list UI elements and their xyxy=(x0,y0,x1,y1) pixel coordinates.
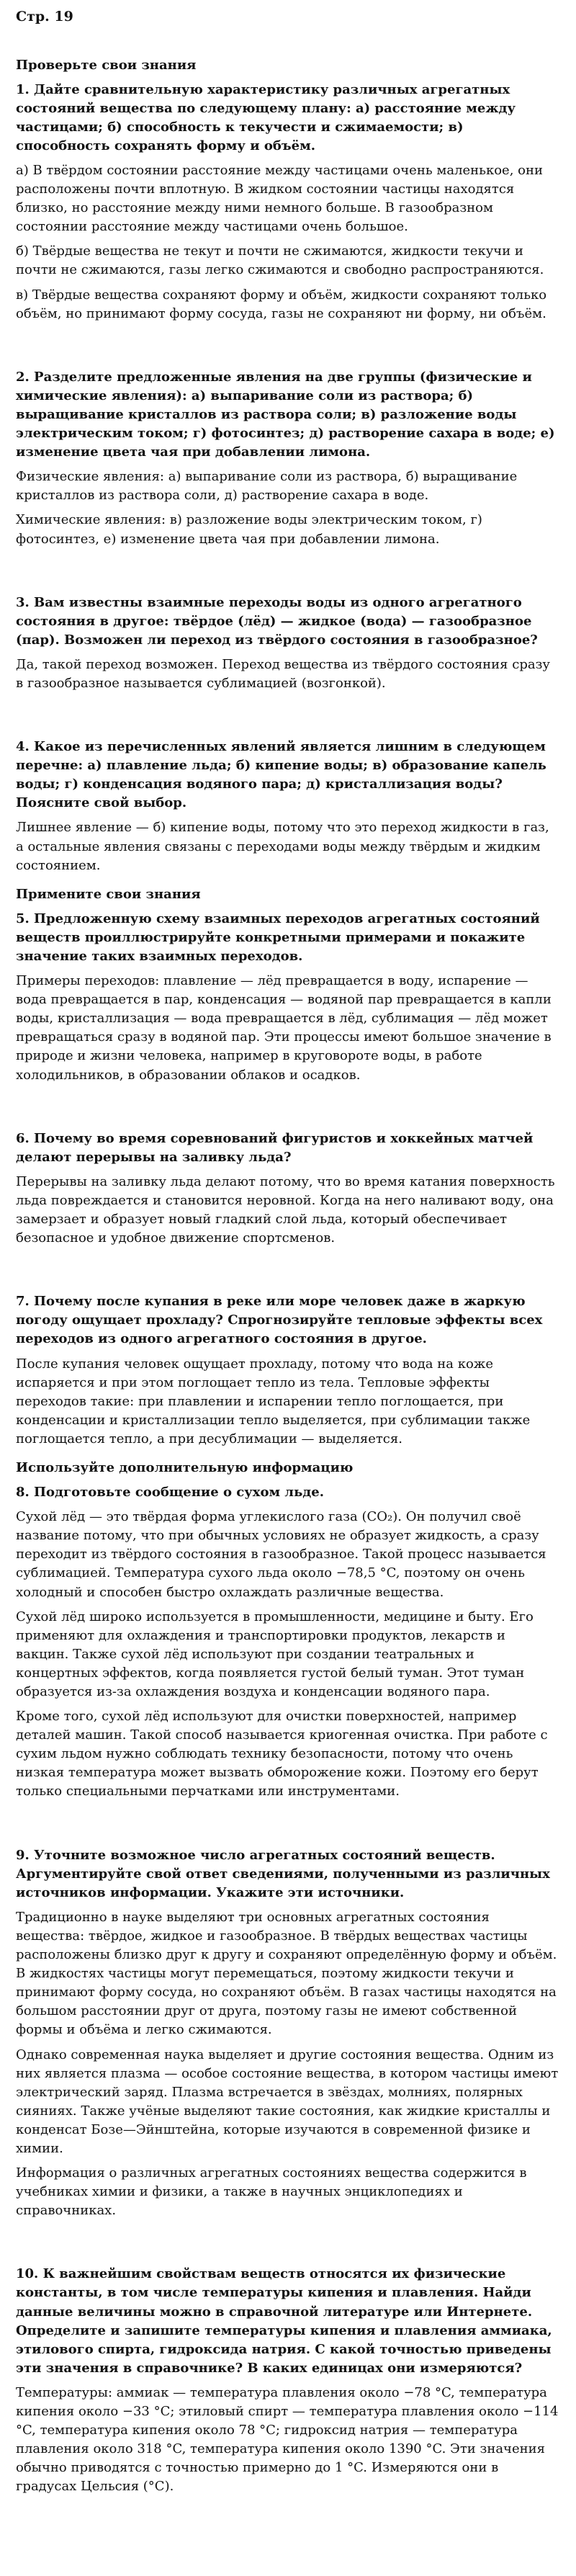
answer-paragraph: После купания человек ощущает прохладу, потому что вода на коже испаряется и при этом поглощает тепло из тела. Тепловые эффекты переходов такие: при плавлении и испарении тепло поглощается, при конденсации и кристаллизации тепло выделяется, при сублимации также поглощается тепло, а при десублимации — выделяется. xyxy=(16,1356,531,1446)
question-block-6 xyxy=(16,1130,560,1248)
answer-paragraph: Физические явления: а) выпаривание соли из раствора, б) выращивание кристаллов из раствора соли, д) растворение сахара в воде. xyxy=(16,469,518,504)
question-text: 2. Разделите предложенные явления на две группы (физические и химические явления): а) выпаривание соли из раствора; б) выращивание кристаллов из раствора соли; в) разложение воды электрическим током; г) фотосинтез; д) растворение сахара в воде; е) изменение цвета чая при добавлении лимона. xyxy=(16,369,555,460)
section-check-knowledge xyxy=(16,56,560,875)
question-block-7 xyxy=(16,1292,560,1449)
answer-paragraph: Однако современная наука выделяет и другие состояния вещества. Одним из них является плазма — особое состояние вещества, в котором частицы имеют электрический заряд. Плазма встречается в звёздах, молниях, полярных сияниях. Также учёные выделяют такие состояния, как жидкие кристаллы и конденсат Бозе—Эйнштейна, которые изучаются в современной физике и химии. xyxy=(16,2047,559,2156)
question-text: 1. Дайте сравнительную характеристику различных агрегатных состояний вещества по следующему плану: а) расстояние между частицами; б) способность к текучести и сжимаемости; в) способность сохранять форму и объём. xyxy=(16,81,516,153)
answer-paragraph: Химические явления: в) разложение воды электрическим током, г) фотосинтез, е) изменение цвета чая при добавлении лимона. xyxy=(16,512,482,547)
answer-paragraph: Традиционно в науке выделяют три основных агрегатных состояния вещества: твёрдое, жидкое и газообразное. В твёрдых веществах частицы расположены близко друг к другу и сохраняют определённую форму и объём. В жидкостях частицы могут перемещаться, поэтому жидкости текучи и принимают форму сосуда, но сохраняют объём. В газах частицы находятся на большом расстоянии друг от друга, поэтому газы не имеют собственной формы и объёма и легко сжимаются. xyxy=(16,1909,557,2038)
answer-paragraph: а) В твёрдом состоянии расстояние между частицами очень маленькое, они расположены почти вплотную. В жидком состоянии частицы находятся близко, но расстояние между ними немного больше. В газообразном состоянии расстояние между частицами очень большое. xyxy=(16,163,543,235)
question-block-5 xyxy=(16,910,560,1085)
section-title: Проверьте свои знания xyxy=(16,57,197,73)
question-text: 3. Вам известны взаимные переходы воды из одного агрегатного состояния в другое: твёрдое (лёд) — жидкое (вода) — газообразное (пар). Возможен ли переход из твёрдого состояния в газообразное? xyxy=(16,594,538,648)
answer-paragraph: Примеры переходов: плавление — лёд превращается в воду, испарение — вода превращается в пар, конденсация — водяной пар превращается в капли воды, кристаллизация — вода превращается в лёд, сублимация — лёд может превращаться сразу в водяной пар. Эти процессы имеют большое значение в природе и жизни человека, например в круговороте воды, в работе холодильников, в образовании облаков и осадков. xyxy=(16,973,552,1083)
question-block-2 xyxy=(16,368,560,549)
answer-paragraph: Температуры: аммиак — температура плавления около −78 °C, температура кипения около −33 °C; этиловый спирт — температура плавления около −114 °C, температура кипения около 78 °C; гидроксид натрия — температура плавления около 318 °C, температура кипения около 1390 °C. Эти значения обычно приводятся с точностью примерно до 1 °C. Измеряются они в градусах Цельсия (°C). xyxy=(16,2384,559,2495)
question-text: 8. Подготовьте сообщение о сухом льде. xyxy=(16,1485,325,1501)
answer-paragraph: Перерывы на заливку льда делают потому, что во время катания поверхность льда повреждается и становится неровной. Когда на него наливают воду, она замерзает и образует новый гладкий слой льда, который обеспечивает безопасное и удобное движение спортсменов. xyxy=(16,1173,555,1246)
question-text: 10. К важнейшим свойствам веществ относятся их физические константы, в том числе температуры кипения и плавления. Найди данные величины можно в справочной литературе или Интернете. Определите и запишите температуры кипения и плавления аммиака, этилового спирта, гидроксида натрия. С какой точностью приведены эти значения в справочнике? В каких единицах они измеряются? xyxy=(16,2266,552,2376)
question-text: 5. Предложенную схему взаимных переходов агрегатных состояний веществ проиллюстрируйте конкретными примерами и покажите значение таких взаимных переходов. xyxy=(16,911,540,965)
page-label: Стр. 19 xyxy=(16,9,73,24)
answer-paragraph: в) Твёрдые вещества сохраняют форму и объём, жидкости сохраняют только объём, но принимают форму сосуда, газы не сохраняют ни форму, ни объём. xyxy=(16,287,547,321)
question-text: 6. Почему во время соревнований фигуристов и хоккейных матчей делают перерывы на заливку льда? xyxy=(16,1130,534,1165)
question-text: 9. Уточните возможное число агрегатных состояний веществ. Аргументируйте свой ответ сведениями, полученными из различных источников информации. Укажите эти источники. xyxy=(16,1847,550,1900)
section-additional-info xyxy=(16,1459,560,2497)
answer-paragraph: Сухой лёд — это твёрдая форма углекислого газа (CO₂). Он получил своё название потому, что при обычных условиях не образует жидкость, а сразу переходит из твёрдого состояния в газообразное. Такой процесс называется сублимацией. Температура сухого льда около −78,5 °C, поэтому он очень холодный и способен быстро охлаждать различные вещества. xyxy=(16,1509,546,1600)
question-block-3 xyxy=(16,594,560,693)
question-block-9 xyxy=(16,1846,560,2221)
answer-paragraph: Кроме того, сухой лёд используют для очистки поверхностей, например деталей машин. Такой способ называется криогенная очистка. При работе с сухим льдом нужно соблюдать технику безопасности, потому что очень низкая температура может вызвать обморожение кожи. Поэтому его берут только специальными перчатками или инструментами. xyxy=(16,1709,548,1799)
question-text: 7. Почему после купания в реке или море человек даже в жаркую погоду ощущает прохладу? Спрогнозируйте тепловые эффекты всех переходов из одного агрегатного состояния в другое. xyxy=(16,1294,543,1347)
question-text: 4. Какое из перечисленных явлений является лишним в следующем перечне: а) плавление льда; б) кипение воды; в) образование капель воды; г) конденсация водяного пара; д) кристаллизация воды? Поясните свой выбор. xyxy=(16,739,546,811)
answer-paragraph: Лишнее явление — б) кипение воды, потому что это переход жидкости в газ, а остальные явления связаны с переходами воды между твёрдым и жидким состоянием. xyxy=(16,820,549,873)
question-block-4 xyxy=(16,738,560,875)
answer-paragraph: Да, такой переход возможен. Переход вещества из твёрдого состояния сразу в газообразное называется сублимацией (возгонкой). xyxy=(16,656,550,691)
answer-paragraph: Информация о различных агрегатных состояниях вещества содержится в учебниках химии и физики, а также в научных энциклопедиях и справочниках. xyxy=(16,2165,527,2219)
section-title: Используйте дополнительную информацию xyxy=(16,1459,354,1475)
question-block-8 xyxy=(16,1483,560,1802)
answer-paragraph: Сухой лёд широко используется в промышленности, медицине и быту. Его применяют для охлаждения и транспортировки продуктов, лекарств и вакцин. Также сухой лёд используют при создании театральных и концертных эффектов, когда появляется густой белый туман. Этот туман образуется из-за охлаждения воздуха и конденсации водяного пара. xyxy=(16,1609,534,1700)
answer-paragraph: б) Твёрдые вещества не текут и почти не сжимаются, жидкости текучи и почти не сжимаются, газы легко сжимаются и свободно распространяются. xyxy=(16,243,544,278)
section-apply-knowledge xyxy=(16,885,560,1449)
section-title: Примените свои знания xyxy=(16,886,201,902)
question-block-1 xyxy=(16,81,560,323)
question-block-10 xyxy=(16,2265,560,2496)
